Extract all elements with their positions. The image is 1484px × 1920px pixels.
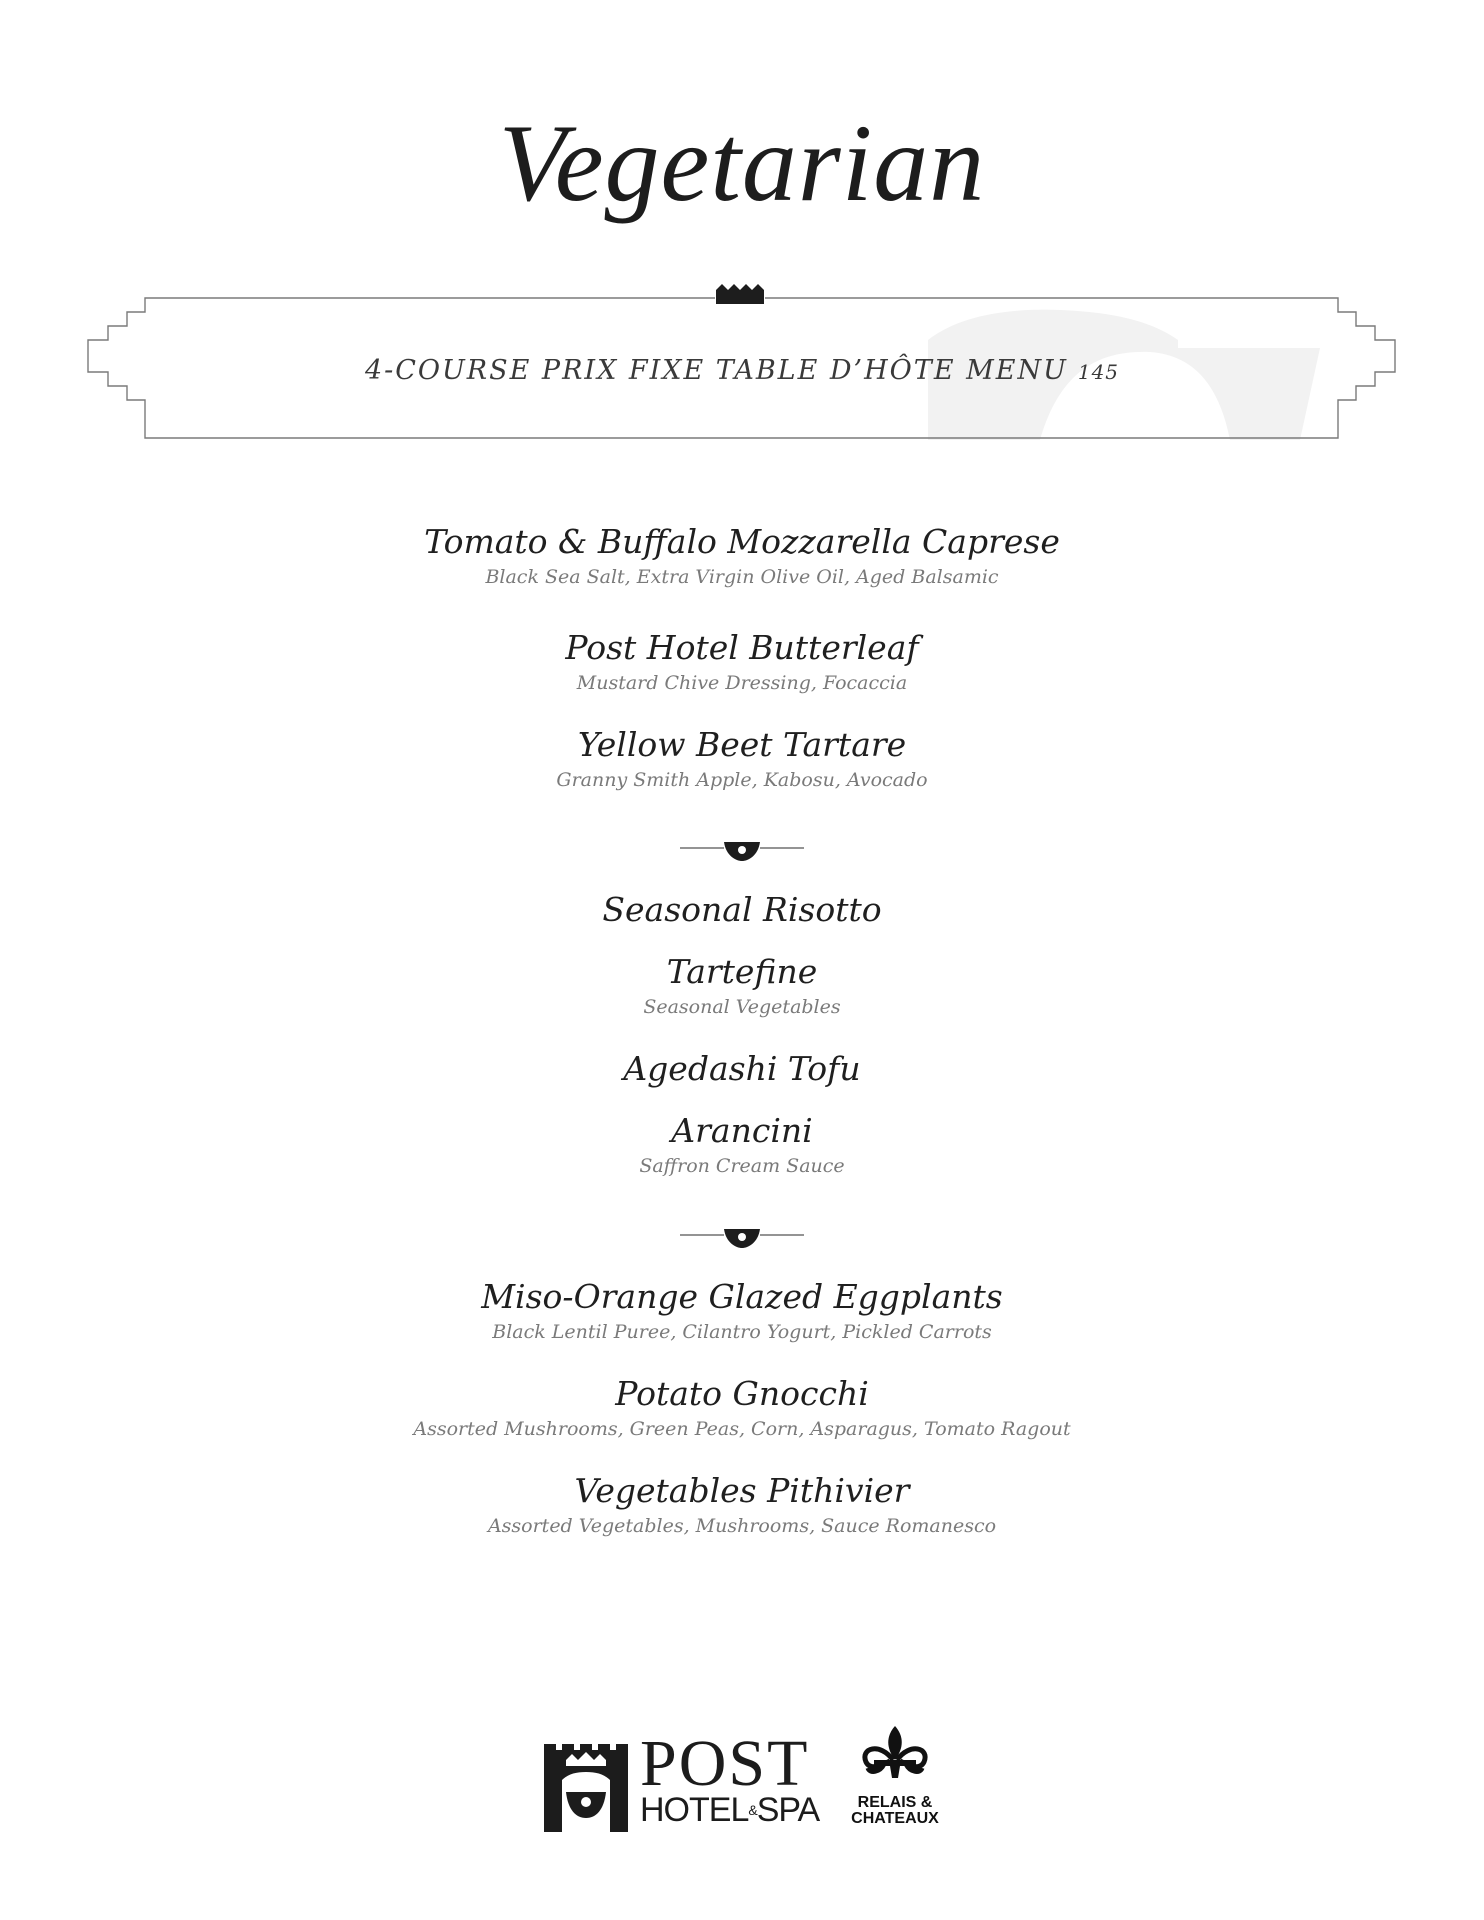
- dish-item: [0, 725, 1484, 795]
- dish-name: Agedashi Tofu: [623, 1049, 861, 1088]
- crown-icon: [716, 284, 764, 304]
- dish-name: Vegetables Pithivier: [574, 1471, 910, 1510]
- dish-item: [0, 522, 1484, 592]
- menu-subtitle-text: 4-COURSE PRIX FIXE TABLE D’HÔTE MENU: [364, 355, 1068, 386]
- dish-description: Black Lentil Puree, Cilantro Yogurt, Pickled Carrots: [492, 1321, 992, 1343]
- posthorn-icon: [724, 842, 760, 861]
- post-hotel-emblem-icon: [544, 1744, 628, 1832]
- menu-price: 145: [1077, 360, 1120, 384]
- dish-item: [0, 1471, 1484, 1541]
- dish-description: Seasonal Vegetables: [643, 996, 841, 1018]
- dish-description: Granny Smith Apple, Kabosu, Avocado: [556, 769, 928, 791]
- dish-item: [0, 952, 1484, 1022]
- course-divider: [0, 1221, 1484, 1251]
- dish-description: Mustard Chive Dressing, Focaccia: [576, 672, 908, 694]
- dish-item: [0, 1374, 1484, 1444]
- dish-description: Assorted Vegetables, Mushrooms, Sauce Romanesco: [487, 1515, 997, 1537]
- dish-name: Post Hotel Butterleaf: [565, 628, 919, 667]
- dish-name: Seasonal Risotto: [602, 890, 882, 929]
- spa-word: SPA: [756, 1791, 820, 1829]
- post-hotel-wordmark: POST: [640, 1727, 810, 1800]
- dish-description: Assorted Mushrooms, Green Peas, Corn, Asparagus, Tomato Ragout: [413, 1418, 1071, 1440]
- posthorn-icon: [724, 1229, 760, 1248]
- dish-name: Potato Gnocchi: [615, 1374, 869, 1413]
- dish-name: Tartefine: [666, 952, 818, 991]
- relais-chateaux-logo: [840, 1795, 950, 1827]
- page-title: Vegetarian: [498, 102, 986, 224]
- dish-name: Arancini: [671, 1111, 813, 1150]
- fleur-de-lis-icon: [865, 1726, 925, 1778]
- chateaux-line: CHATEAUX: [851, 1810, 939, 1827]
- dish-item: [0, 890, 1484, 930]
- relais-line: RELAIS &: [857, 1794, 933, 1811]
- dish-name: Tomato & Buffalo Mozzarella Caprese: [424, 522, 1060, 561]
- dish-description: Black Sea Salt, Extra Virgin Olive Oil, Aged Balsamic: [485, 566, 999, 588]
- dish-description: Saffron Cream Sauce: [639, 1155, 845, 1177]
- dish-item: [0, 1111, 1484, 1181]
- hotel-spa-wordmark: [640, 1793, 819, 1827]
- hotel-word: HOTEL: [640, 1791, 749, 1829]
- dish-name: Miso-Orange Glazed Eggplants: [481, 1277, 1003, 1316]
- dish-item: [0, 1277, 1484, 1347]
- menu-subtitle: [0, 355, 1484, 386]
- dish-item: [0, 628, 1484, 698]
- dish-name: Yellow Beet Tartare: [577, 725, 907, 764]
- ampersand: &: [748, 1802, 757, 1818]
- dish-item: [0, 1049, 1484, 1089]
- course-divider: [0, 834, 1484, 864]
